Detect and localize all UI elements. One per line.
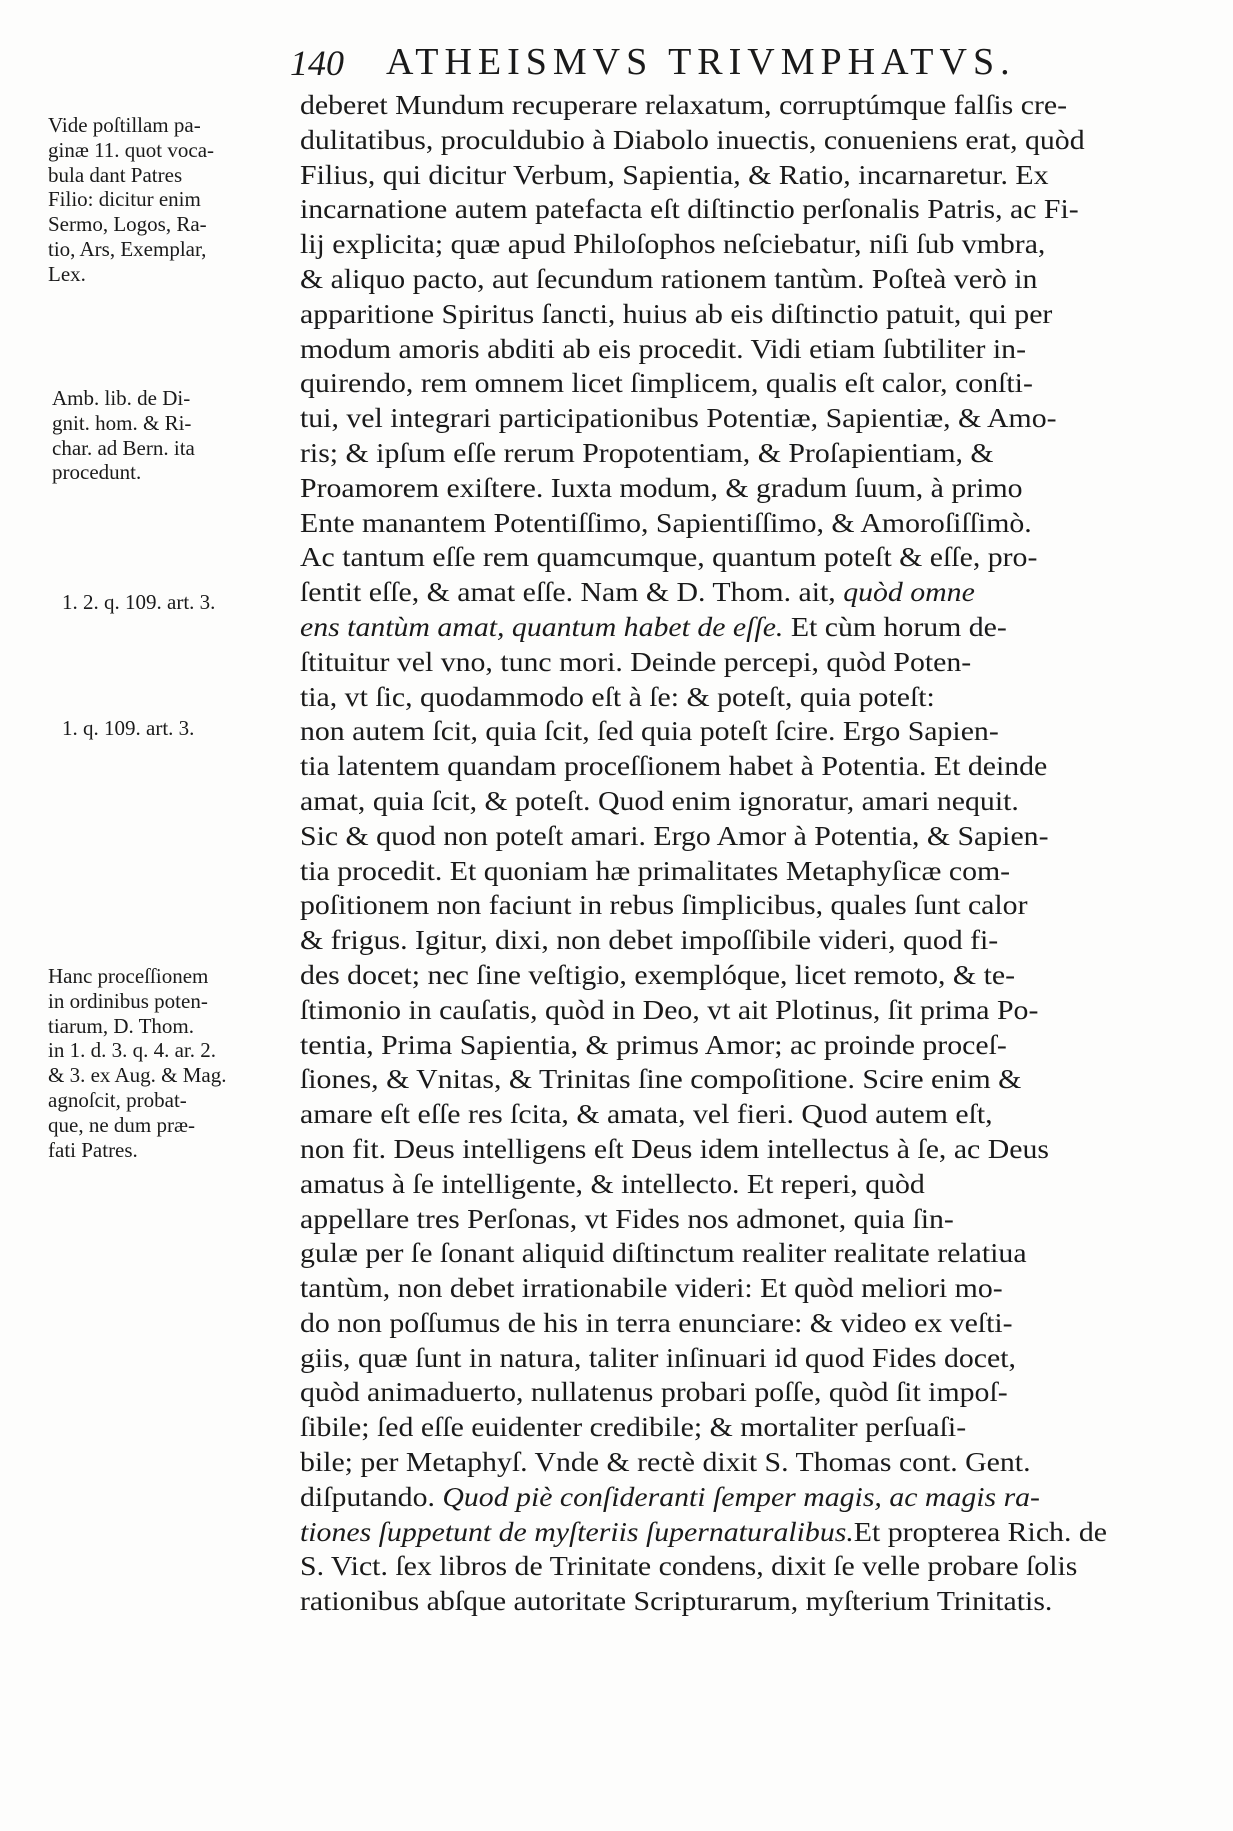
text-line (300, 680, 1233, 715)
text-line (300, 471, 1233, 506)
text-line (300, 297, 1233, 332)
text-run: deberet Mundum recuperare relaxatum, corruptúmque falſis cre- (300, 89, 1068, 120)
margin-line: que, ne dum præ- (48, 1112, 195, 1137)
running-title: ATHEISMVS TRIVMPHATVS. (386, 41, 1016, 83)
text-run: tia, vt ſic, quodammodo eſt à ſe: & poteſt, quia poteſt: (300, 680, 935, 712)
text-line (300, 1097, 1233, 1132)
text-line (300, 1410, 1233, 1445)
text-run: tui, vel integrari participationibus Potentiæ, Sapientiæ, & Amo- (300, 402, 1057, 434)
text-line (300, 749, 1233, 784)
margin-line: in 1. d. 3. q. 4. ar. 2. (48, 1038, 216, 1063)
text-run: modum amoris abditi ab eis procedit. Vidi etiam ſubtiliter in- (300, 332, 1027, 364)
text-line (300, 854, 1233, 889)
text-run: bile; per Metaphyſ. Vnde & rectè dixit S. Thomas cont. Gent. (300, 1446, 1031, 1478)
text-line (300, 923, 1233, 958)
italic-quotation: quòd omne (843, 576, 975, 608)
text-run: ſtimonio in cauſatis, quòd in Deo, vt ait Plotinus, ſit prima Po- (300, 993, 1039, 1025)
italic-quotation: Quod piè conſideranti ſemper magis, ac magis ra- (442, 1480, 1040, 1512)
text-run: rationibus abſque autoritate Scripturarum, myſterium Trinitatis. (300, 1585, 1053, 1617)
text-run: incarnatione autem patefacta eſt diſtinctio perſonalis Patris, ac Fi- (300, 193, 1079, 225)
text-line (300, 540, 1233, 575)
margin-line: agnoſcit, probat- (48, 1087, 187, 1112)
text-line (300, 645, 1233, 680)
text-line (300, 366, 1233, 401)
text-line (300, 1480, 1233, 1515)
text-run: diſputando. (300, 1480, 443, 1512)
text-run: S. Vict. ſex libros de Trinitate condens, dixit ſe velle probare ſolis (300, 1550, 1078, 1582)
margin-line: Sermo, Logos, Ra- (48, 212, 207, 237)
text-line (300, 1306, 1233, 1341)
text-run: appellare tres Perſonas, vt Fides nos admonet, quia ſin- (300, 1202, 954, 1234)
margin-line: Lex. (48, 261, 86, 286)
text-run: giis, quæ ſunt in natura, taliter inſinuari id quod Fides docet, (300, 1341, 1016, 1373)
margin-line: 1. q. 109. art. 3. (62, 716, 195, 740)
margin-line: gnit. hom. & Ri- (52, 410, 192, 435)
margin-line: char. ad Bern. ita (52, 435, 195, 460)
text-line (300, 1202, 1233, 1237)
text-line (300, 1445, 1233, 1480)
margin-line: tio, Ars, Exemplar, (48, 236, 207, 261)
text-line (300, 714, 1233, 749)
margin-line: Filio: dicitur enim (48, 187, 201, 212)
margin-line: bula dant Patres (48, 162, 183, 187)
text-run: tia latentem quandam proceſſionem habet à Potentia. Et deinde (300, 750, 1048, 782)
page-number: 140 (290, 43, 344, 83)
marginal-note-3 (62, 590, 215, 615)
margin-line: Hanc proceſſionem (48, 964, 209, 988)
text-run: amare eſt eſſe res ſcita, & amata, vel fieri. Quod autem eſt, (300, 1098, 993, 1130)
text-run: & frigus. Igitur, dixi, non debet impoſſibile videri, quod fi- (300, 924, 999, 956)
margin-line: tiarum, D. Thom. (48, 1013, 195, 1038)
italic-quotation: ens tantùm amat, quantum habet de eſſe. (300, 610, 784, 642)
text-run: poſitionem non faciunt in rebus ſimplicibus, quales ſunt calor (300, 889, 1028, 921)
text-run: Sic & quod non poteſt amari. Ergo Amor à Potentia, & Sapien- (300, 819, 1049, 851)
text-run: ris; & ipſum eſſe rerum Propotentiam, & Proſapientiam, & (300, 436, 994, 468)
main-text-column (300, 88, 1182, 1619)
text-run: Et cùm horum de- (783, 610, 1007, 642)
text-line (300, 1167, 1233, 1202)
text-run: tentia, Prima Sapientia, & primus Amor; ac proinde proceſ- (300, 1028, 1007, 1060)
text-run: Proamorem exiſtere. Iuxta modum, & gradum ſuum, à primo (300, 471, 1023, 503)
marginal-note-1 (48, 113, 214, 287)
text-run: quòd animaduerto, nullatenus probari poſſe, quòd ſit impoſ- (300, 1376, 1008, 1408)
text-run: non autem ſcit, quia ſcit, ſed quia poteſt ſcire. Ergo Sapien- (300, 715, 999, 747)
text-line (300, 819, 1233, 854)
text-run: non fit. Deus intelligens eſt Deus idem intellectus à ſe, ac Deus (300, 1132, 1049, 1164)
margin-line: fati Patres. (48, 1137, 138, 1162)
marginal-note-5 (48, 964, 227, 1162)
text-line (300, 227, 1233, 262)
text-run: apparitione Spiritus ſancti, huius ab eis diſtinctio patuit, qui per (300, 297, 1053, 329)
text-line (300, 506, 1233, 541)
text-run: amatus à ſe intelligente, & intellecto. Et reperi, quòd (300, 1167, 925, 1199)
running-header (290, 40, 1190, 90)
text-run: & aliquo pacto, aut ſecundum rationem tantùm. Poſteà verò in (300, 262, 1038, 294)
text-line (300, 1132, 1233, 1167)
text-run: ſiones, & Vnitas, & Trinitas ſine compoſitione. Scire enim & (300, 1063, 1022, 1095)
marginal-note-4 (62, 716, 194, 741)
text-line (300, 1341, 1233, 1376)
text-line (300, 1584, 1233, 1619)
text-line (300, 1236, 1233, 1271)
text-run: quirendo, rem omnem licet ſimplicem, qualis eſt calor, conſti- (300, 367, 1033, 399)
text-line (300, 436, 1233, 471)
text-line (300, 784, 1233, 819)
text-line (300, 401, 1233, 436)
text-line (300, 1375, 1233, 1410)
text-run: amat, quia ſcit, & poteſt. Quod enim ignoratur, amari nequit. (300, 784, 1019, 816)
text-line (300, 158, 1233, 193)
margin-line: 1. 2. q. 109. art. 3. (62, 590, 216, 614)
text-run: dulitatibus, proculdubio à Diabolo inuectis, conueniens erat, quòd (300, 123, 1085, 155)
text-line (300, 610, 1233, 645)
text-line (300, 123, 1233, 158)
text-run: Ac tantum eſſe rem quamcumque, quantum poteſt & eſſe, pro- (300, 541, 1038, 573)
margin-line: procedunt. (52, 460, 142, 485)
text-line (300, 1062, 1233, 1097)
text-line (300, 192, 1233, 227)
text-run: gulæ per ſe ſonant aliquid diſtinctum realiter realitate relatiua (300, 1237, 1027, 1269)
text-line (300, 1515, 1233, 1550)
italic-quotation: tiones ſuppetunt de myſteriis ſupernaturalibus. (300, 1515, 854, 1547)
text-run: Filius, qui dicitur Verbum, Sapientia, & Ratio, incarnaretur. Ex (300, 158, 1049, 190)
text-run: lij explicita; quæ apud Philoſophos neſciebatur, niſi ſub vmbra, (300, 228, 1046, 260)
text-line (300, 958, 1233, 993)
text-line (300, 332, 1233, 367)
margin-line: ginæ 11. quot voca- (48, 137, 215, 162)
text-run: ſentit eſſe, & amat eſſe. Nam & D. Thom. ait, (300, 576, 844, 608)
text-run: des docet; nec ſine veſtigio, exemplóque, licet remoto, & te- (300, 958, 1016, 990)
text-run: ſibile; ſed eſſe euidenter credibile; & mortaliter perſuaſi- (300, 1411, 967, 1443)
text-run: do non poſſumus de his in terra enunciare: & video ex veſti- (300, 1306, 1013, 1338)
margin-line: in ordinibus poten- (48, 988, 208, 1013)
margin-line: & 3. ex Aug. & Mag. (48, 1063, 227, 1088)
text-run: Et propterea Rich. de (853, 1515, 1107, 1547)
text-line (300, 1028, 1233, 1063)
text-run: tantùm, non debet irrationabile videri: Et quòd meliori mo- (300, 1272, 1003, 1304)
text-line (300, 888, 1233, 923)
text-line (300, 993, 1233, 1028)
text-line (300, 575, 1233, 610)
text-line (300, 262, 1233, 297)
margin-line: Vide poſtillam pa- (48, 113, 201, 137)
text-line (300, 1271, 1233, 1306)
margin-line: Amb. lib. de Di- (52, 386, 191, 410)
text-run: Ente manantem Potentiſſimo, Sapientiſſimo, & Amoroſiſſimò. (300, 506, 1032, 538)
text-line (300, 1549, 1233, 1584)
marginal-note-2 (52, 386, 195, 485)
text-run: tia procedit. Et quoniam hæ primalitates Metaphyſicæ com- (300, 854, 1011, 886)
text-line (300, 88, 1233, 123)
text-run: ſtituitur vel vno, tunc mori. Deinde percepi, quòd Poten- (300, 645, 972, 677)
